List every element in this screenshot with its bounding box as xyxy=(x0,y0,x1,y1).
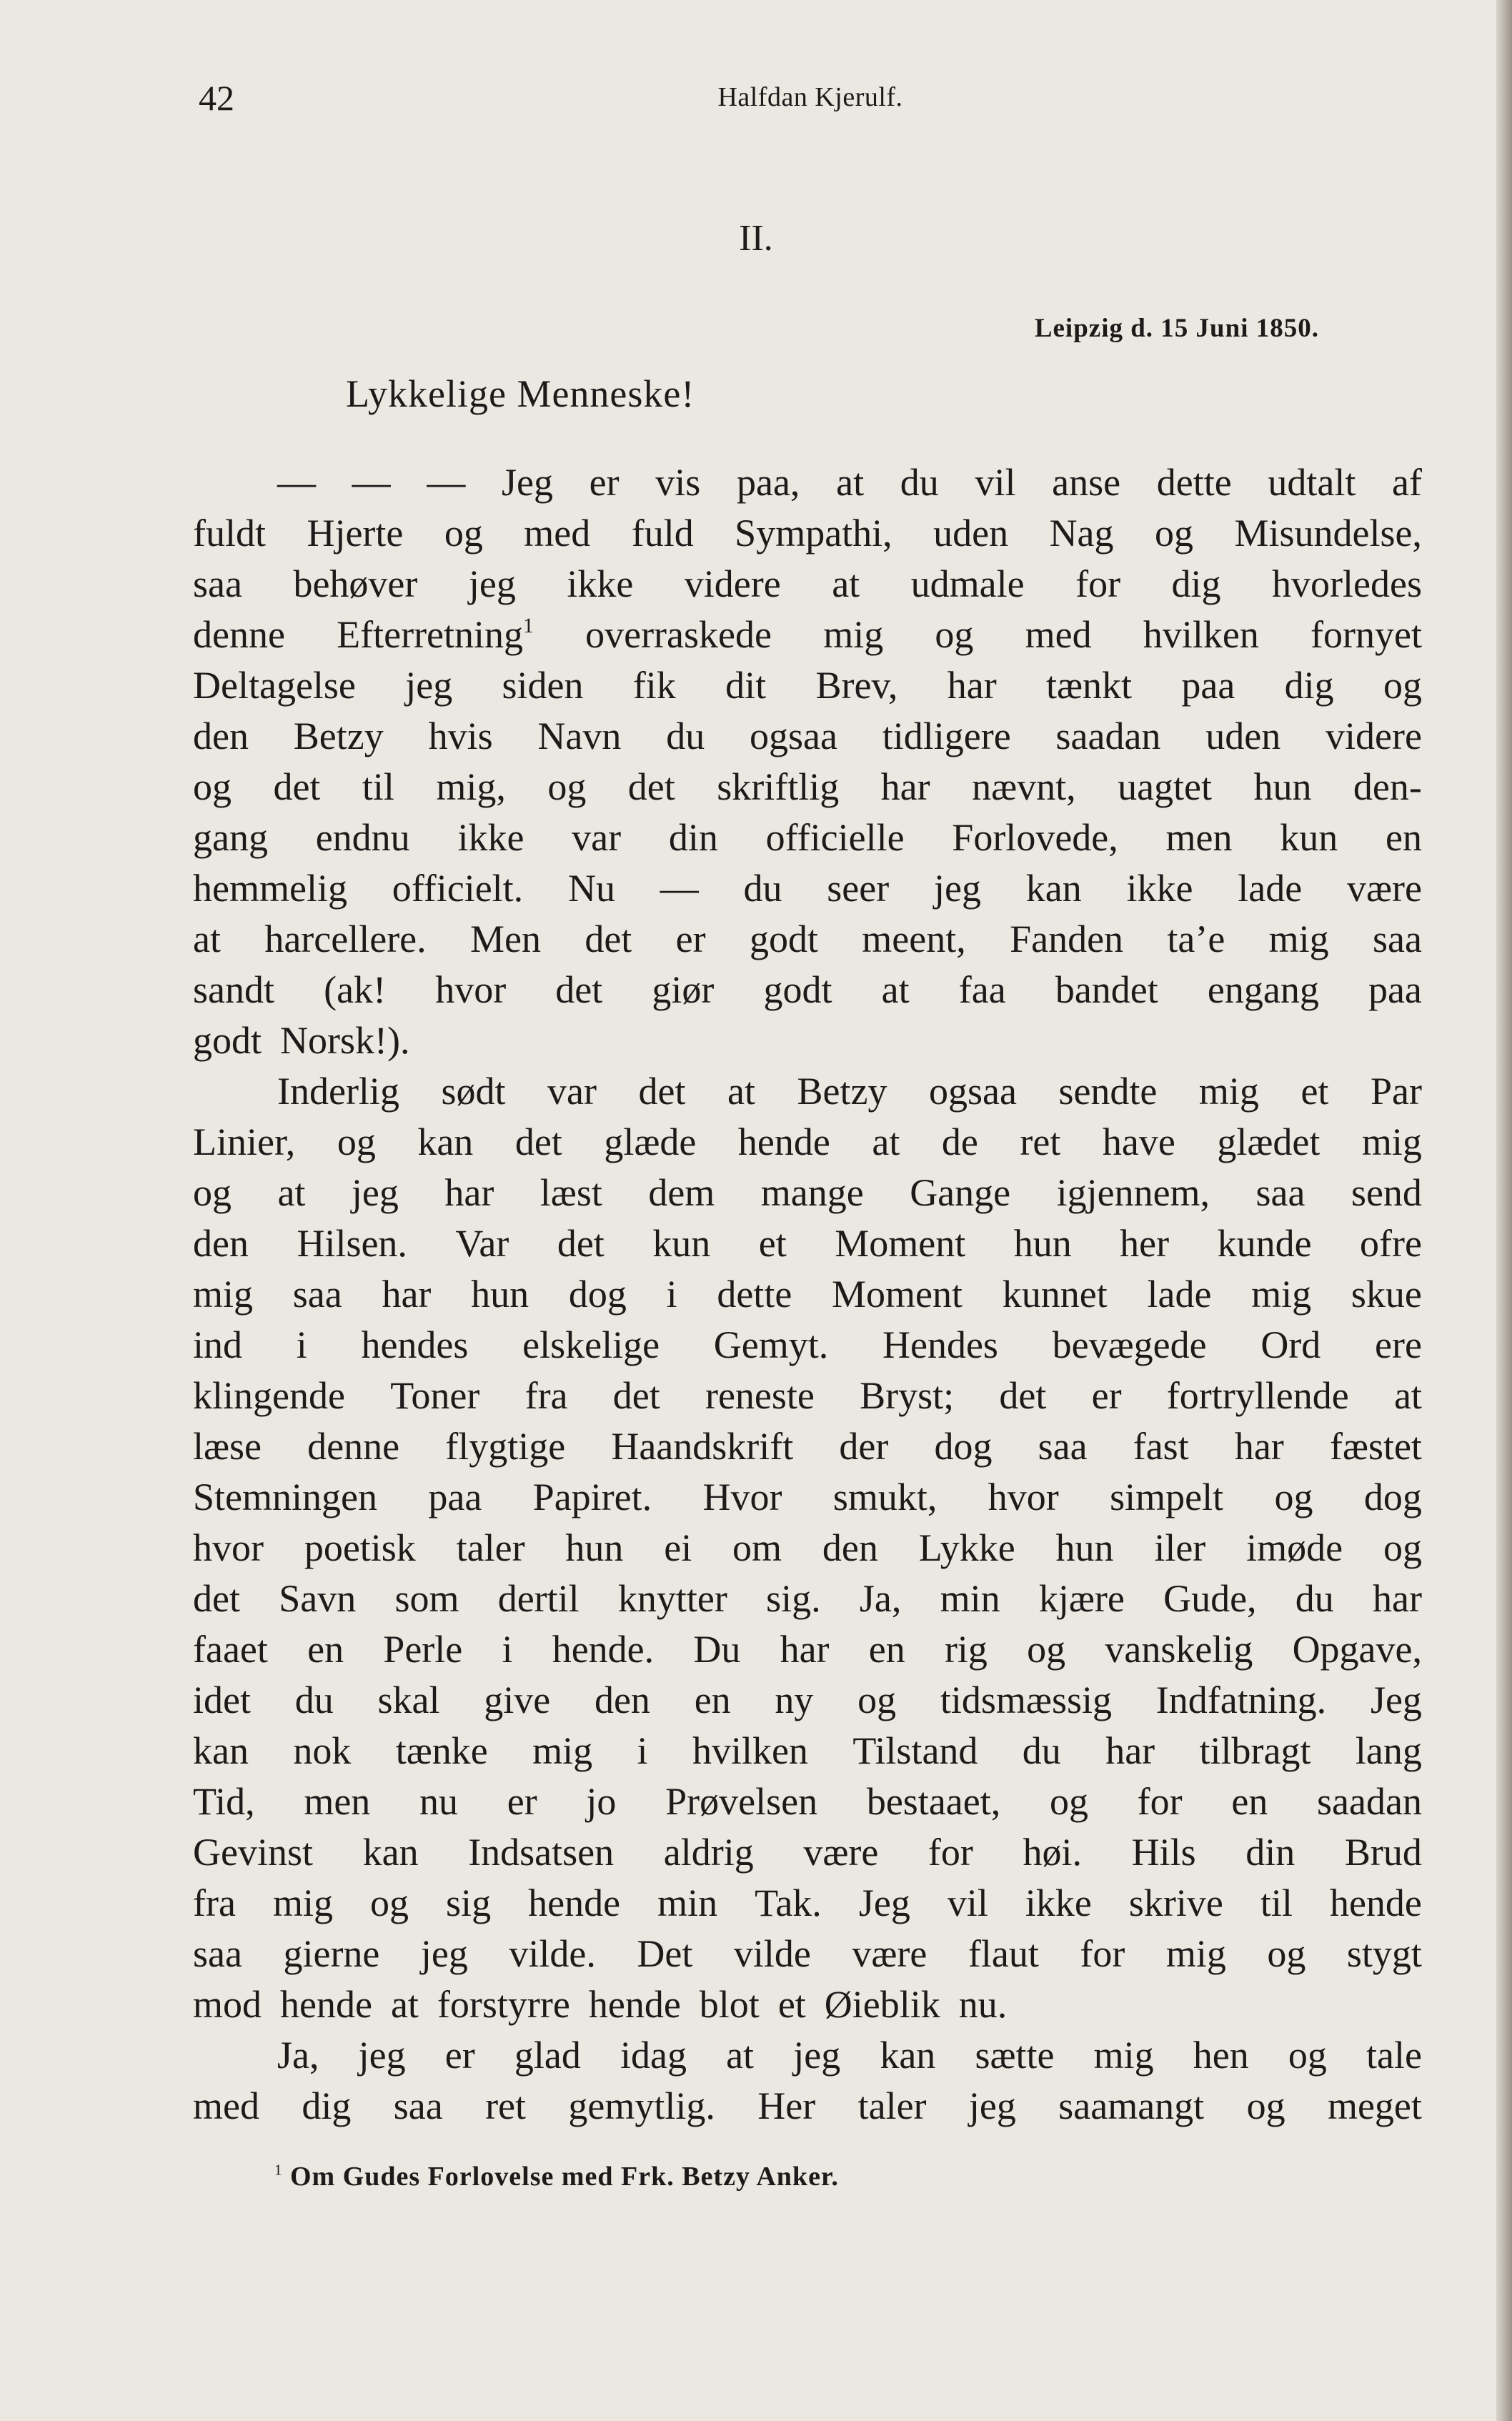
text-line: mod hende at forstyrre hende blot et Øieblik nu. xyxy=(193,1983,1008,2026)
text-line: fra mig og sig hende min Tak. Jeg vil ikke skrive til hende xyxy=(193,1881,1422,1924)
text-line: den Hilsen. Var det kun et Moment hun her kunde ofre xyxy=(193,1222,1422,1265)
text-line: at harcellere. Men det er godt meent, Fanden ta’e mig saa xyxy=(193,918,1422,960)
page-header xyxy=(199,77,1422,120)
text-line: ind i hendes elskelige Gemyt. Hendes bevægede Ord ere xyxy=(193,1323,1422,1366)
text-line: hvor poetisk taler hun ei om den Lykke hun iler imøde og xyxy=(193,1526,1422,1569)
text-line: med dig saa ret gemytlig. Her taler jeg saamangt og meget xyxy=(193,2084,1422,2127)
text-line: godt Norsk!). xyxy=(193,1019,410,1062)
footnote xyxy=(274,2161,839,2192)
paragraph xyxy=(193,1066,1422,2030)
text-line: idet du skal give den en ny og tidsmæssig Indfatning. Jeg xyxy=(193,1679,1422,1721)
text-line: klingende Toner fra det reneste Bryst; det er fortryllende at xyxy=(193,1374,1422,1417)
text-line: og det til mig, og det skriftlig har nævnt, uagtet hun den- xyxy=(193,765,1422,808)
text-line: denne Efterretning$^1$ overraskede mig og med hvilken fornyet xyxy=(193,613,1422,656)
text-line: den Betzy hvis Navn du ogsaa tidligere saadan uden videre xyxy=(193,715,1422,757)
page-edge-shadow xyxy=(1496,0,1512,2421)
text-line: gang endnu ikke var din officielle Forlovede, men kun en xyxy=(193,816,1422,859)
text-line: Stemningen paa Papiret. Hvor smukt, hvor simpelt og dog xyxy=(193,1476,1422,1518)
text-line: saa behøver jeg ikke videre at udmale for dig hvorledes xyxy=(193,562,1422,605)
paragraph xyxy=(193,457,1422,1066)
text-line: Ja, jeg er glad idag at jeg kan sætte mig hen og tale xyxy=(277,2034,1422,2077)
text-line: faaet en Perle i hende. Du har en rig og vanskelig Opgave, xyxy=(193,1628,1422,1671)
letter-dateline: Leipzig d. 15 Juni 1850. xyxy=(1034,314,1319,343)
running-head: Halfdan Kjerulf. xyxy=(717,82,903,112)
text-line: hemmelig officielt. Nu — du seer jeg kan ikke lade være xyxy=(193,867,1422,910)
text-line: og at jeg har læst dem mange Gange igjennem, saa send xyxy=(193,1171,1422,1214)
text-line: Linier, og kan det glæde hende at de ret have glædet mig xyxy=(193,1120,1422,1163)
text-line: Deltagelse jeg siden fik dit Brev, har tænkt paa dig og xyxy=(193,664,1422,707)
text-line: mig saa har hun dog i dette Moment kunnet lade mig skue xyxy=(193,1273,1422,1316)
text-line: kan nok tænke mig i hvilken Tilstand du har tilbragt lang xyxy=(193,1729,1422,1772)
footnote-marker: 1 xyxy=(274,2161,283,2179)
footnote-text: Om Gudes Forlovelse med Frk. Betzy Anker. xyxy=(289,2162,839,2192)
text-line: Tid, men nu er jo Prøvelsen bestaaet, og for en saadan xyxy=(193,1780,1422,1823)
text-line: sandt (ak! hvor det giør godt at faa bandet engang paa xyxy=(193,968,1422,1011)
letter-salutation: Lykkelige Menneske! xyxy=(346,372,695,415)
chapter-heading: II. xyxy=(739,218,773,259)
paragraph xyxy=(193,2030,1422,2132)
text-line: læse denne flygtige Haandskrift der dog saa fast har fæstet xyxy=(193,1425,1422,1468)
text-line: det Savn som dertil knytter sig. Ja, min kjære Gude, du har xyxy=(193,1577,1422,1620)
page-number: 42 xyxy=(199,78,234,118)
text-line: — — — Jeg er vis paa, at du vil anse dette udtalt af xyxy=(277,461,1422,504)
text-line: saa gierne jeg vilde. Det vilde være flaut for mig og stygt xyxy=(193,1932,1422,1975)
text-line: Gevinst kan Indsatsen aldrig være for høi. Hils din Brud xyxy=(193,1831,1422,1874)
text-line: fuldt Hjerte og med fuld Sympathi, uden Nag og Misundelse, xyxy=(193,512,1422,555)
letter-body xyxy=(193,457,1422,2132)
text-line: Inderlig sødt var det at Betzy ogsaa sendte mig et Par xyxy=(277,1070,1422,1113)
